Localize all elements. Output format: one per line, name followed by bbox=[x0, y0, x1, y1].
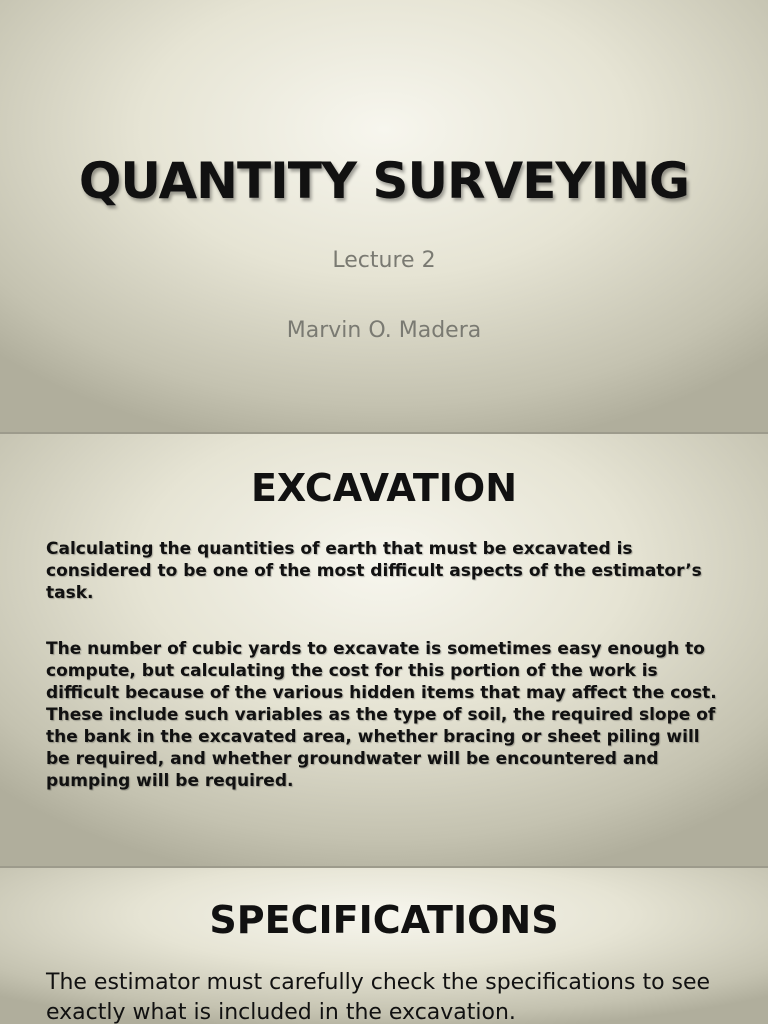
excavation-slide bbox=[0, 434, 768, 866]
author-name: Marvin O. Madera bbox=[286, 318, 482, 343]
specifications-slide bbox=[0, 868, 768, 1024]
excavation-paragraph-1: Calculating the quantities of earth that must be excavated is considered to be one of the most difficult aspects of the estimator’s task. bbox=[46, 539, 702, 603]
excavation-paragraph-2: The number of cubic yards to excavate is sometimes easy enough to compute, but calculating the cost for this portion of the work is difficult because of the various hidden items that may affect the cost. These include such variables as the type of soil, the required slope of the bank in the excavated area, whether bracing or sheet piling will be required, and whether groundwater will be encountered and pumping will be required. bbox=[46, 639, 717, 791]
specifications-paragraph-1: The estimator must carefully check the specifications to see exactly what is included in the excavation. bbox=[46, 970, 711, 1024]
presentation-title: QUANTITY SURVEYING bbox=[78, 152, 690, 210]
title-slide bbox=[0, 0, 768, 432]
slide-heading-specifications: SPECIFICATIONS bbox=[209, 898, 559, 942]
slide-heading-excavation: EXCAVATION bbox=[250, 466, 518, 510]
lecture-number: Lecture 2 bbox=[332, 248, 436, 273]
